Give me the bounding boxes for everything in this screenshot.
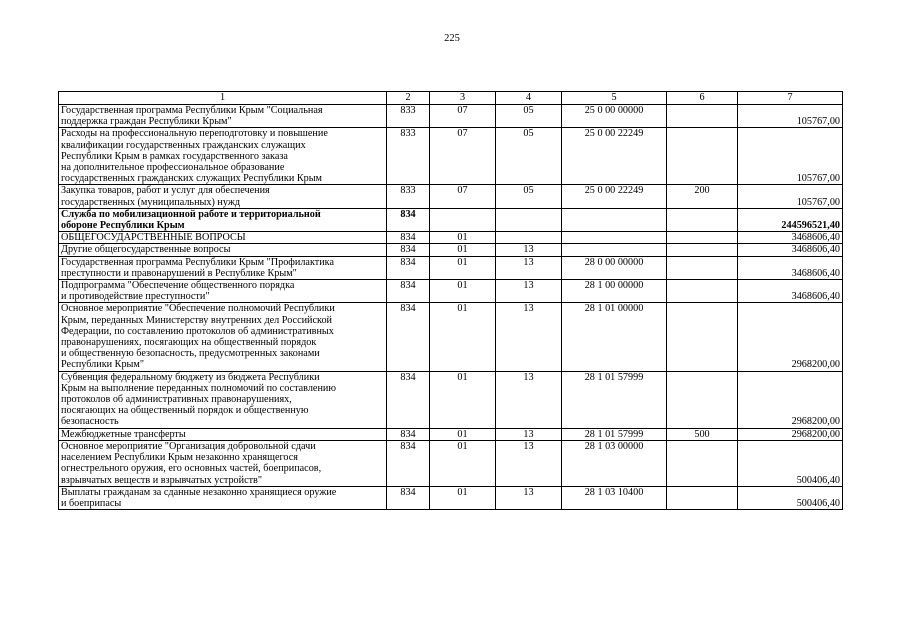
- expense-type-cell: [667, 244, 738, 256]
- table-row: [59, 128, 843, 185]
- item-name-cell: [59, 128, 387, 185]
- table-row: [59, 440, 843, 486]
- amount-cell: 3468606,40: [738, 280, 843, 303]
- administrator-code-cell: 834: [387, 208, 430, 231]
- item-name-line: квалификации государственных гражданских служащих: [61, 139, 306, 151]
- item-name-cell: [59, 440, 387, 486]
- amount-cell: 3468606,40: [738, 232, 843, 244]
- table-row: [59, 486, 843, 509]
- administrator-code-cell: 834: [387, 428, 430, 440]
- expense-type-cell: [667, 128, 738, 185]
- administrator-code-cell: 834: [387, 440, 430, 486]
- target-article-cell: 28 1 03 10400: [562, 486, 667, 509]
- administrator-code-cell: 833: [387, 105, 430, 128]
- subsection-code-cell: 13: [496, 256, 562, 279]
- expense-type-cell: [667, 105, 738, 128]
- item-name-line: Выплаты гражданам за сданные незаконно хранящиеся оружие: [61, 486, 337, 498]
- item-name-line: Служба по мобилизационной работе и территориальной: [61, 208, 321, 220]
- expense-type-cell: [667, 303, 738, 371]
- item-name-line: правонарушениях, посягающих на общественный порядок: [61, 337, 317, 349]
- expense-type-cell: 200: [667, 185, 738, 208]
- amount-cell: 3468606,40: [738, 256, 843, 279]
- table-row: [59, 208, 843, 231]
- item-name-line: Расходы на профессиональную переподготовку и повышение: [61, 128, 328, 140]
- header-cell: 6: [667, 92, 738, 105]
- item-name-line: поддержка граждан Республики Крым": [61, 116, 232, 128]
- section-code-cell: 01: [430, 280, 496, 303]
- expense-type-cell: [667, 208, 738, 231]
- expense-type-cell: [667, 256, 738, 279]
- table-row: [59, 232, 843, 244]
- item-name-line: и общественную безопасность, предусмотренных законами: [61, 348, 320, 360]
- target-article-cell: 25 0 00 00000: [562, 105, 667, 128]
- expense-type-cell: [667, 486, 738, 509]
- table-row: [59, 256, 843, 279]
- target-article-cell: 28 1 03 00000: [562, 440, 667, 486]
- item-name-cell: [59, 303, 387, 371]
- target-article-cell: 25 0 00 22249: [562, 128, 667, 185]
- item-name-cell: [59, 232, 387, 244]
- item-name-line: посягающих на общественный порядок и общественную: [61, 405, 309, 417]
- table-row: [59, 105, 843, 128]
- table-row: [59, 303, 843, 371]
- header-cell: 4: [496, 92, 562, 105]
- item-name-line: государственных (муниципальных) нужд: [61, 196, 241, 208]
- item-name-line: населением Республики Крым незаконно хранящегося: [61, 452, 298, 464]
- amount-cell: 244596521,40: [738, 208, 843, 231]
- subsection-code-cell: 13: [496, 440, 562, 486]
- section-code-cell: [430, 208, 496, 231]
- item-name-line: Основное мероприятие "Обеспечение полномочий Республики: [61, 303, 335, 315]
- item-name-line: огнестрельного оружия, его основных частей, боеприпасов,: [61, 463, 322, 475]
- item-name-line: Другие общегосударственные вопросы: [61, 244, 231, 256]
- subsection-code-cell: 13: [496, 371, 562, 428]
- section-code-cell: 07: [430, 185, 496, 208]
- item-name-line: на дополнительное профессиональное образование: [61, 162, 285, 174]
- budget-table: [58, 91, 843, 510]
- item-name-line: и противодействие преступности": [61, 291, 210, 303]
- header-cell: 5: [562, 92, 667, 105]
- expense-type-cell: 500: [667, 428, 738, 440]
- item-name-line: обороне Республики Крым: [61, 220, 185, 232]
- table-row: [59, 280, 843, 303]
- administrator-code-cell: 834: [387, 371, 430, 428]
- section-code-cell: 01: [430, 371, 496, 428]
- item-name-cell: [59, 371, 387, 428]
- header-cell: 7: [738, 92, 843, 105]
- expense-type-cell: [667, 371, 738, 428]
- header-cell: 2: [387, 92, 430, 105]
- item-name-line: преступности и правонарушений в Республике Крым": [61, 267, 297, 279]
- administrator-code-cell: 834: [387, 303, 430, 371]
- target-article-cell: 28 1 01 57999: [562, 428, 667, 440]
- item-name-line: безопасность: [61, 416, 119, 428]
- target-article-cell: [562, 244, 667, 256]
- item-name-line: протоколов об административных правонарушениях,: [61, 394, 292, 406]
- item-name-cell: [59, 428, 387, 440]
- subsection-code-cell: 13: [496, 244, 562, 256]
- section-code-cell: 01: [430, 303, 496, 371]
- section-code-cell: 01: [430, 486, 496, 509]
- administrator-code-cell: 834: [387, 486, 430, 509]
- header-cell: 3: [430, 92, 496, 105]
- item-name-line: ОБЩЕГОСУДАРСТВЕННЫЕ ВОПРОСЫ: [61, 232, 246, 244]
- subsection-code-cell: 05: [496, 128, 562, 185]
- expense-type-cell: [667, 280, 738, 303]
- item-name-cell: [59, 244, 387, 256]
- amount-cell: 105767,00: [738, 105, 843, 128]
- item-name-cell: [59, 256, 387, 279]
- section-code-cell: 07: [430, 128, 496, 185]
- target-article-cell: 25 0 00 22249: [562, 185, 667, 208]
- section-code-cell: 01: [430, 232, 496, 244]
- section-code-cell: 01: [430, 244, 496, 256]
- subsection-code-cell: [496, 208, 562, 231]
- item-name-line: и боеприпасы: [61, 497, 122, 509]
- item-name-line: Закупка товаров, работ и услуг для обеспечения: [61, 185, 270, 197]
- item-name-line: Государственная программа Республики Крым "Социальная: [61, 105, 323, 116]
- header-row: [59, 92, 843, 105]
- target-article-cell: [562, 208, 667, 231]
- administrator-code-cell: 833: [387, 128, 430, 185]
- subsection-code-cell: 13: [496, 280, 562, 303]
- amount-cell: 500406,40: [738, 440, 843, 486]
- item-name-line: Крым, переданных Министерству внутренних дел Российской: [61, 314, 332, 326]
- subsection-code-cell: 05: [496, 105, 562, 128]
- header-cell: 1: [59, 92, 387, 105]
- expense-type-cell: [667, 440, 738, 486]
- section-code-cell: 01: [430, 440, 496, 486]
- amount-cell: 105767,00: [738, 128, 843, 185]
- subsection-code-cell: [496, 232, 562, 244]
- amount-cell: 2968200,00: [738, 428, 843, 440]
- item-name-line: взрывчатых веществ и взрывчатых устройств": [61, 474, 263, 486]
- subsection-code-cell: 13: [496, 486, 562, 509]
- section-code-cell: 01: [430, 256, 496, 279]
- subsection-code-cell: 13: [496, 303, 562, 371]
- table-row: [59, 371, 843, 428]
- item-name-cell: [59, 280, 387, 303]
- item-name-line: Государственная программа Республики Крым "Профилактика: [61, 256, 334, 268]
- administrator-code-cell: 834: [387, 232, 430, 244]
- item-name-line: Крым на выполнение переданных полномочий по составлению: [61, 382, 336, 394]
- amount-cell: 105767,00: [738, 185, 843, 208]
- target-article-cell: [562, 232, 667, 244]
- amount-cell: 2968200,00: [738, 371, 843, 428]
- subsection-code-cell: 13: [496, 428, 562, 440]
- item-name-line: Подпрограмма "Обеспечение общественного порядка: [61, 280, 295, 292]
- table-row: [59, 244, 843, 256]
- administrator-code-cell: 834: [387, 280, 430, 303]
- item-name-cell: [59, 105, 387, 128]
- target-article-cell: 28 1 01 57999: [562, 371, 667, 428]
- amount-cell: 3468606,40: [738, 244, 843, 256]
- item-name-line: Субвенция федеральному бюджету из бюджета Республики: [61, 371, 320, 383]
- amount-cell: 2968200,00: [738, 303, 843, 371]
- item-name-line: Основное мероприятие "Организация добровольной сдачи: [61, 440, 316, 452]
- section-code-cell: 07: [430, 105, 496, 128]
- item-name-cell: [59, 486, 387, 509]
- item-name-line: Федерации, по составлению протоколов об административных: [61, 325, 334, 337]
- item-name-line: государственных гражданских служащих Республики Крым: [61, 173, 322, 185]
- item-name-line: Республики Крым": [61, 359, 144, 371]
- target-article-cell: 28 0 00 00000: [562, 256, 667, 279]
- administrator-code-cell: 834: [387, 244, 430, 256]
- target-article-cell: 28 1 01 00000: [562, 303, 667, 371]
- administrator-code-cell: 834: [387, 256, 430, 279]
- expense-type-cell: [667, 232, 738, 244]
- page-number: 225: [444, 33, 460, 44]
- table-row: [59, 185, 843, 208]
- item-name-line: Республики Крым в рамках государственного заказа: [61, 150, 288, 162]
- administrator-code-cell: 833: [387, 185, 430, 208]
- subsection-code-cell: 05: [496, 185, 562, 208]
- item-name-cell: [59, 185, 387, 208]
- item-name-line: Межбюджетные трансферты: [61, 428, 186, 440]
- target-article-cell: 28 1 00 00000: [562, 280, 667, 303]
- section-code-cell: 01: [430, 428, 496, 440]
- table-row: [59, 428, 843, 440]
- item-name-cell: [59, 208, 387, 231]
- amount-cell: 500406,40: [738, 486, 843, 509]
